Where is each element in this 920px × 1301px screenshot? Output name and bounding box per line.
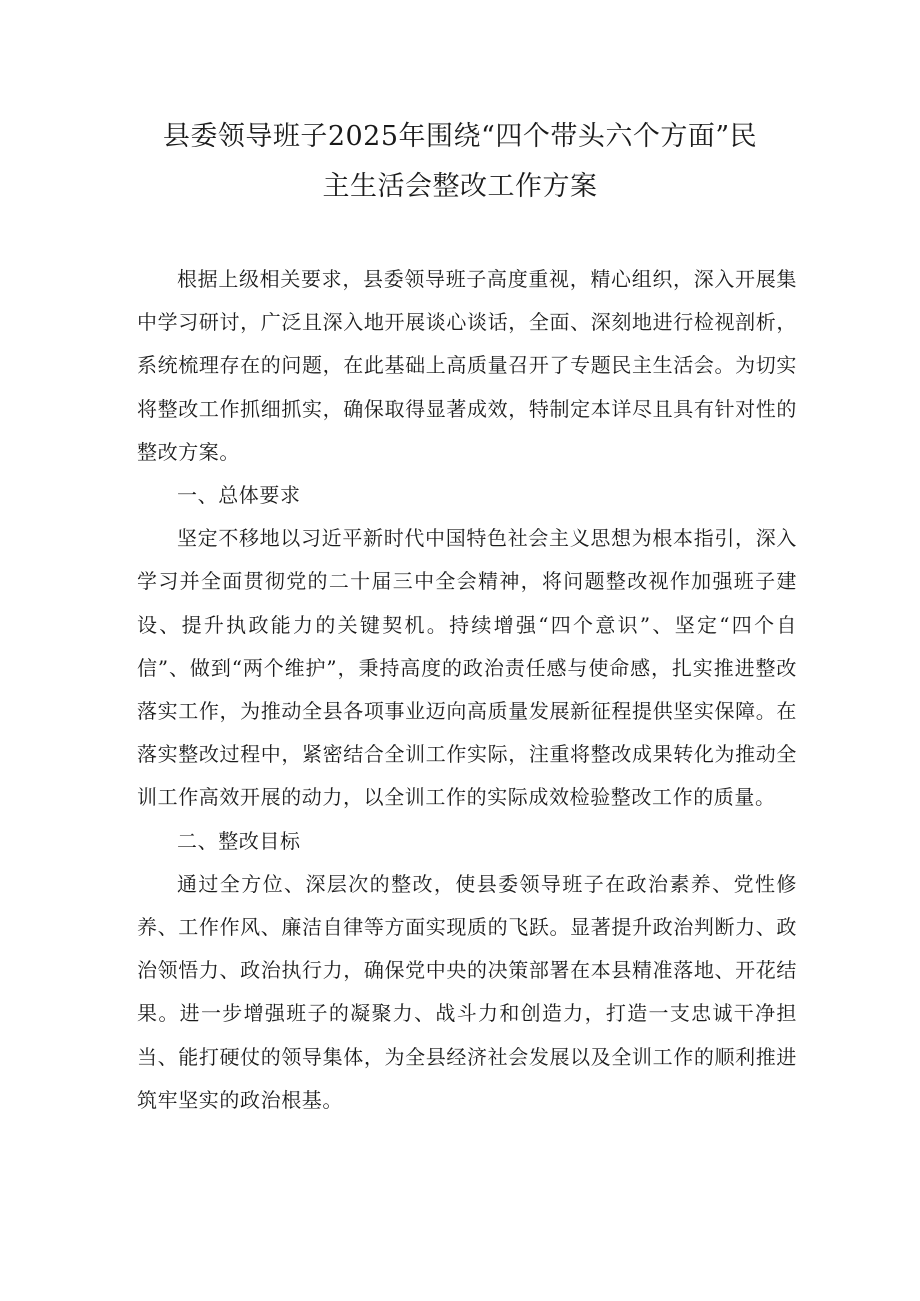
section-paragraph-rectification-goals: 通过全方位、深层次的整改，使县委领导班子在政治素养、党性修养、工作作风、廉洁自律等方面实现质的飞跃。显著提升政治判断力、政治领悟力、政治执行力，确保党中央的决策部署在本县精准落地、开花结果。进一步增强班子的凝聚力、战斗力和创造力，打造一支忠诚干净担当、能打硬仗的领导集体，为全县经济社会发展以及全训工作的顺利推进筑牢坚实的政治根基。	[137, 871, 797, 1112]
title-line-2: 主生活会整改工作方案	[322, 171, 598, 202]
section-heading-general-requirements: 一、总体要求	[177, 483, 301, 508]
document-body	[137, 258, 797, 1122]
document-title	[120, 112, 800, 212]
intro-paragraph: 根据上级相关要求，县委领导班子高度重视，精心组织，深入开展集中学习研讨，广泛且深入地开展谈心谈话，全面、深刻地进行检视剖析，系统梳理存在的问题，在此基础上高质量召开了专题民主生活会。为切实将整改工作抓细抓实，确保取得显著成效，特制定本详尽且具有针对性的整改方案。	[137, 267, 797, 464]
title-line-1: 县委领导班子2025年围绕“四个带头六个方面”民	[162, 121, 758, 152]
section-paragraph-general-requirements: 坚定不移地以习近平新时代中国特色社会主义思想为根本指引，深入学习并全面贯彻党的二十届三中全会精神，将问题整改视作加强班子建设、提升执政能力的关键契机。持续增强“四个意识”、坚定“四个自信”、做到“两个维护”，秉持高度的政治责任感与使命感，扎实推进整改落实工作，为推动全县各项事业迈向高质量发展新征程提供坚实保障。在落实整改过程中，紧密结合全训工作实际，注重将整改成果转化为推动全训工作高效开展的动力，以全训工作的实际成效检验整改工作的质量。	[137, 526, 797, 810]
section-heading-rectification-goals: 二、整改目标	[177, 828, 301, 853]
